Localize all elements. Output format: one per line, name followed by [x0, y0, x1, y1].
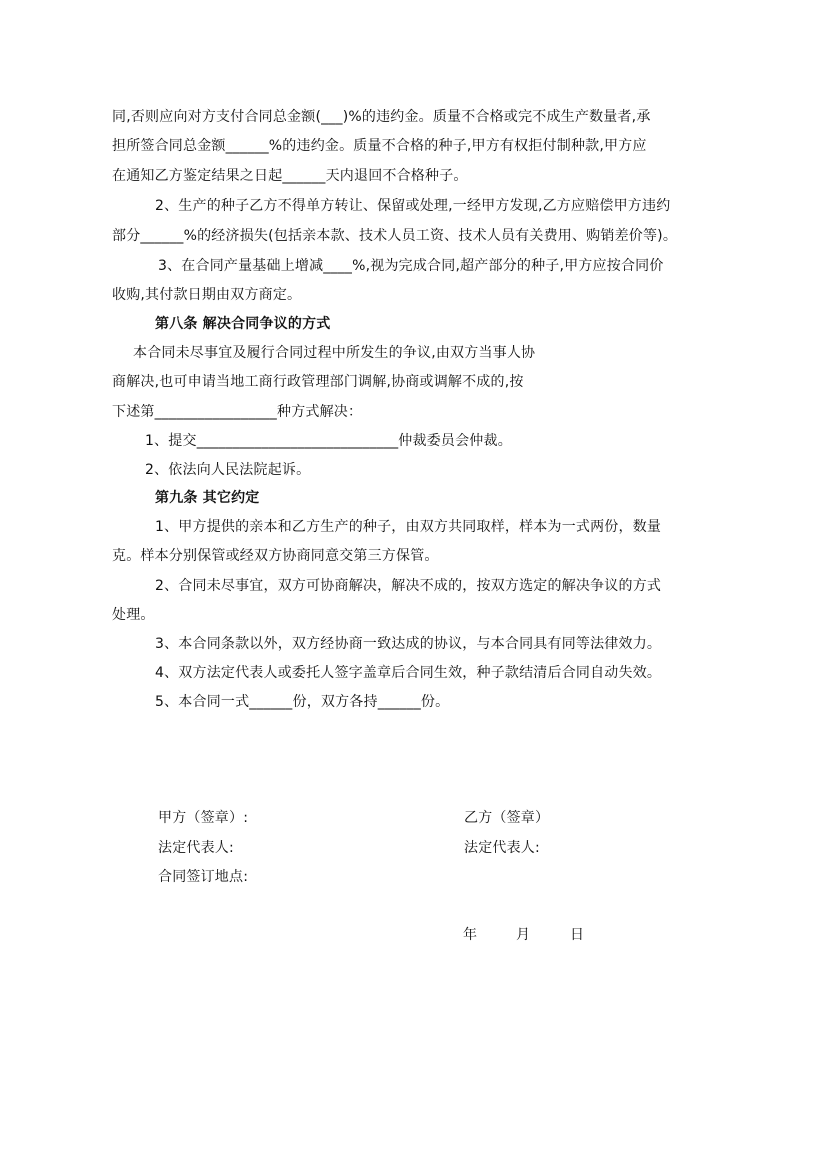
- article-9-clause: 处理。: [112, 607, 155, 623]
- text-line: 2、生产的种子乙方不得单方转让、保留或处理,一经甲方发现,乙方应赔偿甲方违约: [155, 198, 671, 214]
- party-b-representative-label: 法定代表人:: [464, 840, 540, 856]
- text-line: 3、在合同产量基础上增减____%,视为完成合同,超产部分的种子,甲方应按合同价: [158, 258, 664, 274]
- article-9-clause: 2、合同未尽事宜，双方可协商解决，解决不成的，按双方选定的解决争议的方式: [155, 578, 662, 594]
- article-8-heading: 第八条 解决合同争议的方式: [155, 316, 331, 332]
- date-month-label: 月: [516, 927, 531, 943]
- article-8-paragraph: 本合同未尽事宜及履行合同过程中所发生的争议,由双方当事人协: [133, 345, 536, 361]
- text-line: 担所签合同总金额______%的违约金。质量不合格的种子,甲方有权拒付制种款,甲方应: [112, 138, 647, 154]
- text-line: 在通知乙方鉴定结果之日起______天内退回不合格种子。: [112, 168, 468, 184]
- date-day-label: 日: [570, 927, 585, 943]
- article-8-item: 2、依法向人民法院起诉。: [145, 462, 311, 478]
- article-9-heading: 第九条 其它约定: [155, 490, 260, 506]
- article-9-clause: 3、本合同条款以外，双方经协商一致达成的协议，与本合同具有同等法律效力。: [155, 636, 662, 652]
- article-9-clause: 1、甲方提供的亲本和乙方生产的种子，由双方共同取样，样本为一式两份，数量: [155, 519, 662, 535]
- party-a-signature-label: 甲方（签章）:: [158, 810, 249, 826]
- article-8-paragraph: 商解决,也可申请当地工商行政管理部门调解,协商或调解不成的,按: [112, 374, 524, 390]
- text-line: 收购,其付款日期由双方商定。: [112, 287, 302, 303]
- party-a-representative-label: 法定代表人:: [158, 840, 234, 856]
- article-9-clause: 克。样本分别保管或经双方协商同意交第三方保管。: [112, 548, 439, 564]
- text-line: 同,否则应向对方支付合同总金额(___)%的违约金。质量不合格或完不成生产数量者,承: [112, 109, 651, 125]
- date-year-label: 年: [463, 927, 478, 943]
- article-9-clause: 5、本合同一式______份，双方各持______份。: [155, 694, 450, 710]
- party-b-signature-label: 乙方（签章）: [464, 810, 550, 826]
- signing-place-label: 合同签订地点:: [158, 869, 249, 885]
- article-8-paragraph: 下述第_________________种方式解决：: [112, 404, 363, 420]
- article-8-item: 1、提交____________________________仲裁委员会仲裁。: [145, 433, 512, 449]
- article-9-clause: 4、双方法定代表人或委托人签字盖章后合同生效，种子款结清后合同自动失效。: [155, 665, 662, 681]
- text-line: 部分______%的经济损失(包括亲本款、技术人员工资、技术人员有关费用、购销差价等)。: [112, 228, 678, 244]
